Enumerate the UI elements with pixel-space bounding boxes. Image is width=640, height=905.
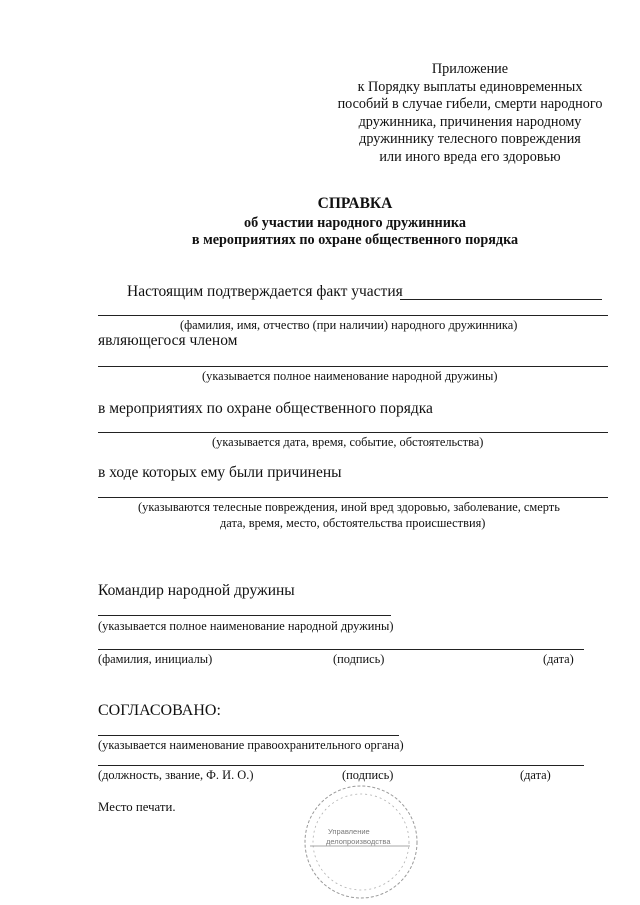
hint-commander-signature: (подпись): [333, 652, 385, 666]
document-subtitle: в мероприятиях по охране общественного порядка: [191, 232, 519, 248]
participant-field[interactable]: [400, 299, 602, 300]
appendix-line: дружиннику телесного повреждения: [359, 131, 581, 148]
hint-official-date: (дата): [520, 768, 551, 782]
member-text: являющегося членом: [98, 332, 238, 349]
hint-commander-name: (фамилия, инициалы): [98, 652, 213, 666]
participant-field-continued[interactable]: [98, 315, 608, 316]
approved-label: СОГЛАСОВАНО:: [98, 702, 221, 719]
document-subtitle: об участии народного дружинника: [244, 215, 466, 231]
appendix-line: дружинника, причинения народному: [358, 113, 582, 130]
appendix-line: или иного вреда его здоровью: [379, 148, 561, 165]
stamp-seal: [300, 782, 422, 900]
commander-signature-field[interactable]: [98, 649, 584, 650]
hint-injury: дата, время, место, обстоятельства происшествия): [220, 516, 486, 530]
hint-position: (должность, звание, Ф. И. О.): [98, 768, 254, 782]
event-details-field[interactable]: [98, 432, 608, 433]
appendix-line: пособий в случае гибели, смерти народного: [337, 96, 603, 113]
hint-official-signature: (подпись): [342, 768, 394, 782]
appendix-line: к Порядку выплаты единовременных: [357, 78, 583, 95]
appendix-line: Приложение: [431, 61, 509, 77]
hint-commander-date: (дата): [543, 652, 574, 666]
commander-squad-field[interactable]: [98, 615, 391, 616]
seal-place-label: Место печати.: [98, 800, 176, 814]
stamp-text: делопроизводства: [326, 837, 391, 846]
injury-details-field[interactable]: [98, 497, 608, 498]
appendix-block: [320, 61, 620, 167]
agency-field[interactable]: [98, 735, 399, 736]
stamp-text: Управление: [328, 827, 370, 836]
official-signature-field[interactable]: [98, 765, 584, 766]
squad-name-field[interactable]: [98, 366, 608, 367]
hint-injury: (указываются телесные повреждения, иной вред здоровью, заболевание, смерть: [138, 500, 560, 514]
events-text: в мероприятиях по охране общественного порядка: [98, 400, 433, 417]
confirm-text: Настоящим подтверждается факт участия: [127, 283, 403, 300]
during-text: в ходе которых ему были причинены: [98, 464, 342, 481]
hint-squad-name: (указывается полное наименование народной дружины): [202, 369, 498, 383]
hint-event: (указывается дата, время, событие, обстоятельства): [212, 435, 484, 449]
document-title: СПРАВКА: [317, 195, 393, 212]
hint-agency: (указывается наименование правоохранительного органа): [98, 738, 404, 752]
hint-commander-squad: (указывается полное наименование народной дружины): [98, 619, 394, 633]
hint-fio: (фамилия, имя, отчество (при наличии) народного дружинника): [180, 318, 518, 332]
stamp-seal-graphic: [300, 782, 422, 900]
commander-label: Командир народной дружины: [98, 582, 295, 599]
